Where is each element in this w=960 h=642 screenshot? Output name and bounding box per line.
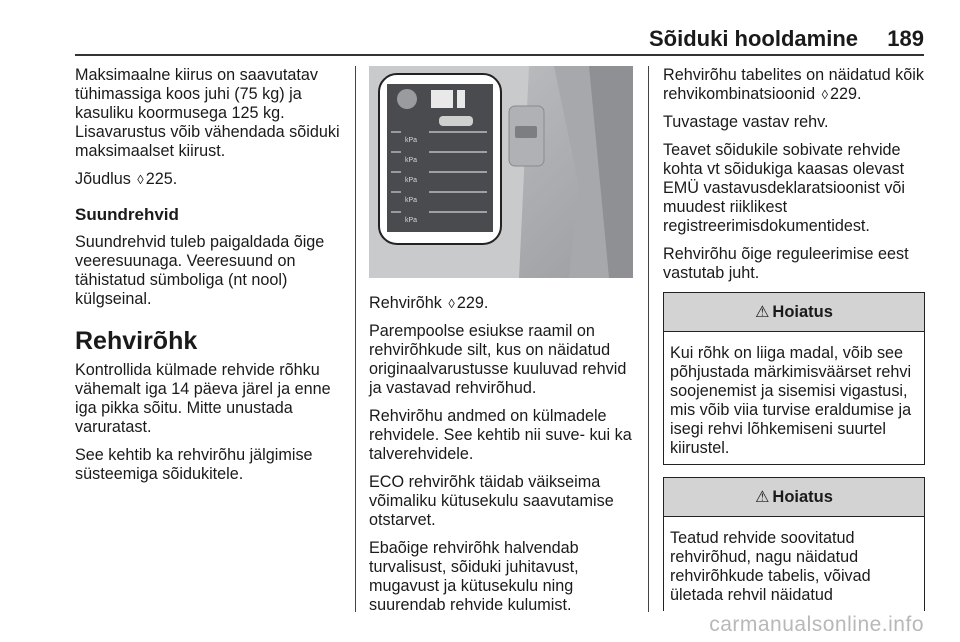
header-divider [75,54,924,56]
tyre-pressure-ref-page[interactable]: 229. [456,294,489,312]
tyre-pressure-reference [369,294,633,313]
coc-paragraph: Teavet sõidukile sobivate rehvide kohta vt sõidukiga kaasas olevast EMÜ vastavusdeklaratsioonist või muudest riiklikest registreerimisdokumentidest. [663,141,906,235]
label-location-paragraph: Parempoolse esiukse raamil on rehvirõhkude silt, kus on näidatud originaalvarustusse kuuluvad rehvid ja vastavad rehvirõhud. [369,322,627,397]
tire-pressure-label-illustration [369,66,633,278]
directional-tyres-paragraph: Suundrehvid tuleb paigaldada õige veeresuunaga. Veeresuund on tähistatud sümboliga (nt nool) külgseinal. [75,233,325,308]
monitoring-system-paragraph: See kehtib ka rehvirõhu jälgimise süsteemiga sõidukitele. [75,446,313,483]
column-2 [369,66,633,624]
label-unit-3: kPa [405,177,418,184]
warning-triangle-icon: ⚠ [755,488,770,506]
performance-reference [75,170,343,189]
column-3 [663,66,925,623]
page-title: Sõiduki hooldamine [648,26,858,51]
cold-tyres-paragraph: Rehvirõhu andmed on külmadele rehvidele. See kehtib nii suve- kui ka talverehvidele. [369,407,632,463]
page-ref-icon: ◊ [448,296,455,311]
label-unit-4: kPa [405,197,418,204]
performance-ref-page[interactable]: 225. [145,170,178,188]
column-divider-2 [648,66,649,612]
label-unit-1: kPa [405,137,418,144]
warning-title-2: Hoiatus [772,487,833,506]
warning-triangle-icon: ⚠ [755,303,770,321]
warning-body-2: Teatud rehvide soovitatud rehvirõhud, nagu näidatud rehvirõhkude tabelis, võivad ületada rehvil näidatud [670,529,871,604]
warning-box-1 [663,292,925,465]
watermark: carmanualsonline.info [709,613,924,636]
page-header [0,0,960,56]
check-pressure-paragraph: Kontrollida külmade rehvide rõhku vähemalt iga 14 päeva järel ja enne iga pikka sõitu. Mitte unustada varuratast. [75,361,331,436]
max-speed-paragraph: Maksimaalne kiirus on saavutatav tühimassiga koos juhi (75 kg) ja kasuliku koormusega 125 kg. Lisavarustus võib vähendada sõiduki maksimaalset kiirust. [75,66,340,160]
warning-header-2 [664,478,924,517]
warning-header-1 [664,293,924,332]
incorrect-pressure-paragraph: Ebaõige rehvirõhk halvendab turvalisust, sõiduki juhitavust, mugavust ja kütusekulu ning suurendab rehvide kulumist. [369,539,579,614]
label-unit-2: kPa [405,157,418,164]
page-ref-icon: ◊ [821,87,829,102]
tyre-pressure-ref-text: Rehvirõhk [369,294,442,312]
column-1 [75,66,343,493]
performance-text: Jõudlus [75,170,131,188]
page-number: 189 [887,26,924,51]
directional-tyres-heading: Suundrehvid [75,205,179,224]
eco-pressure-paragraph: ECO rehvirõhk täidab väikseima võimaliku kütusekulu saavutamise otstarvet. [369,473,614,529]
identify-tyre-paragraph: Tuvastage vastav rehv. [663,113,829,131]
label-unit-5: kPa [405,217,418,224]
warning-title-1: Hoiatus [772,302,833,321]
warning-box-2 [663,477,925,611]
pressure-tables-ref-page[interactable]: 229. [830,85,862,103]
page-ref-icon: ◊ [137,172,144,187]
driver-responsibility-paragraph: Rehvirõhu õige reguleerimise eest vastutab juht. [663,245,909,282]
pressure-tables-text: Rehvirõhu tabelites on näidatud kõik rehvikombinatsioonid [663,66,924,103]
pressure-tables-reference [663,66,925,104]
warning-body-1: Kui rõhk on liiga madal, võib see põhjustada märkimisväärset rehvi soojenemist ja sisemisi vigastusi, mis võib viia turvise eraldumise ja isegi rehvi lõhkemiseni suurtel kiirustel. [670,344,912,457]
column-divider-1 [355,66,356,612]
tyre-pressure-heading: Rehvirõhk [75,327,198,355]
door-frame-illustration [369,66,633,278]
